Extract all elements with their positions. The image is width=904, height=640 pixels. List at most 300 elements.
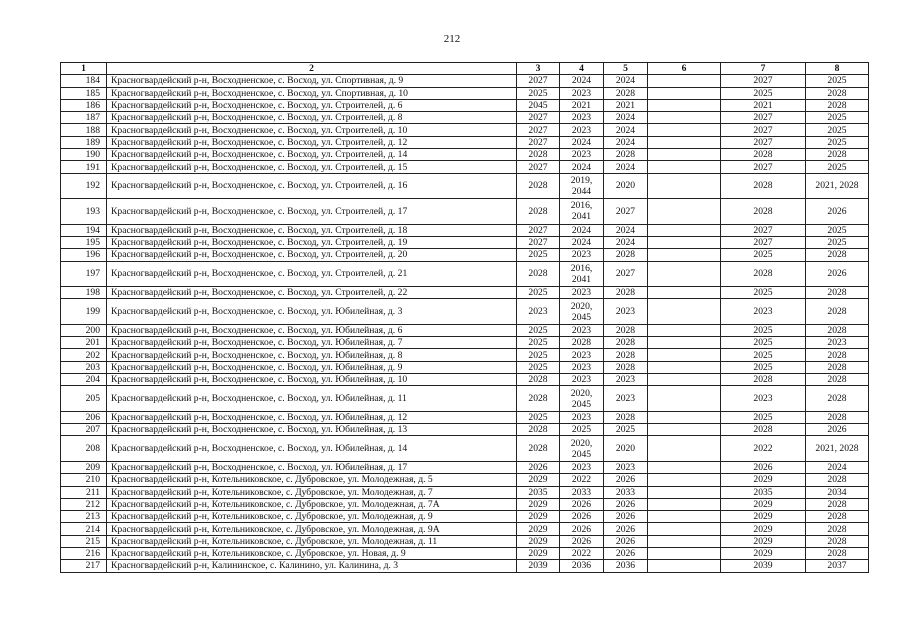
col6-cell [648, 337, 721, 349]
col5-cell: 2020 [604, 173, 648, 199]
col8-cell: 2028 [806, 498, 869, 510]
col3-cell: 2029 [517, 474, 560, 486]
row-number-cell: 196 [61, 249, 107, 261]
col5-cell: 2028 [604, 149, 648, 161]
table-row [61, 261, 869, 287]
address-cell: Красногвардейский р-н, Восходненское, с. Восход, ул. Строителей, д. 8 [107, 112, 517, 124]
col7-cell: 2029 [721, 511, 806, 523]
col8-cell: 2024 [806, 461, 869, 473]
col7-cell: 2027 [721, 236, 806, 248]
col4-cell: 2023 [560, 361, 604, 373]
col4-cell: 2024 [560, 161, 604, 173]
col8-cell: 2025 [806, 124, 869, 136]
col3-cell: 2026 [517, 461, 560, 473]
col8-cell: 2026 [806, 424, 869, 436]
col4-cell: 2023 [560, 124, 604, 136]
col3-cell: 2029 [517, 498, 560, 510]
col6-cell [648, 386, 721, 412]
col5-cell: 2028 [604, 349, 648, 361]
table-row [61, 199, 869, 225]
table-row [61, 548, 869, 560]
col3-cell: 2027 [517, 161, 560, 173]
col5-cell: 2028 [604, 337, 648, 349]
address-cell: Красногвардейский р-н, Восходненское, с. Восход, ул. Строителей, д. 18 [107, 224, 517, 236]
col3-cell: 2028 [517, 149, 560, 161]
table-row [61, 498, 869, 510]
col7-cell: 2029 [721, 498, 806, 510]
col8-cell: 2028 [806, 87, 869, 99]
table-row [61, 299, 869, 325]
col4-cell: 2022 [560, 548, 604, 560]
col8-cell: 2028 [806, 149, 869, 161]
row-number-cell: 193 [61, 199, 107, 225]
address-cell: Красногвардейский р-н, Восходненское, с. Восход, ул. Строителей, д. 15 [107, 161, 517, 173]
col6-cell [648, 236, 721, 248]
table-row [61, 511, 869, 523]
table-row [61, 136, 869, 148]
col7-cell: 2025 [721, 411, 806, 423]
column-header: 2 [107, 63, 517, 75]
col6-cell [648, 149, 721, 161]
row-number-cell: 200 [61, 324, 107, 336]
table-row [61, 224, 869, 236]
col6-cell [648, 87, 721, 99]
col8-cell: 2028 [806, 299, 869, 325]
col7-cell: 2027 [721, 112, 806, 124]
address-cell: Красногвардейский р-н, Восходненское, с. Восход, ул. Юбилейная, д. 12 [107, 411, 517, 423]
col6-cell [648, 374, 721, 386]
col4-cell: 2024 [560, 136, 604, 148]
address-cell: Красногвардейский р-н, Восходненское, с. Восход, ул. Строителей, д. 6 [107, 99, 517, 111]
row-number-cell: 201 [61, 337, 107, 349]
table-row [61, 486, 869, 498]
table-row [61, 349, 869, 361]
col4-cell: 2023 [560, 461, 604, 473]
col4-cell: 2021 [560, 99, 604, 111]
col3-cell: 2027 [517, 112, 560, 124]
col6-cell [648, 436, 721, 462]
address-cell: Красногвардейский р-н, Котельниковское, с. Дубровское, ул. Молодежная, д. 7А [107, 498, 517, 510]
col8-cell: 2028 [806, 548, 869, 560]
col5-cell: 2028 [604, 324, 648, 336]
table-row [61, 149, 869, 161]
col3-cell: 2027 [517, 236, 560, 248]
col6-cell [648, 548, 721, 560]
col6-cell [648, 136, 721, 148]
col3-cell: 2028 [517, 386, 560, 412]
address-cell: Красногвардейский р-н, Котельниковское, с. Дубровское, ул. Молодежная, д. 7 [107, 486, 517, 498]
col5-cell: 2028 [604, 411, 648, 423]
row-number-cell: 215 [61, 535, 107, 547]
address-cell: Красногвардейский р-н, Восходненское, с. Восход, ул. Спортивная, д. 10 [107, 87, 517, 99]
col3-cell: 2028 [517, 436, 560, 462]
row-number-cell: 186 [61, 99, 107, 111]
col4-cell: 2022 [560, 474, 604, 486]
table-row [61, 386, 869, 412]
address-cell: Красногвардейский р-н, Восходненское, с. Восход, ул. Строителей, д. 20 [107, 249, 517, 261]
col8-cell: 2028 [806, 324, 869, 336]
row-number-cell: 194 [61, 224, 107, 236]
table-row [61, 173, 869, 199]
col5-cell: 2028 [604, 87, 648, 99]
col8-cell: 2028 [806, 511, 869, 523]
header-row [61, 63, 869, 75]
col8-cell: 2028 [806, 374, 869, 386]
col5-cell: 2027 [604, 199, 648, 225]
col5-cell: 2026 [604, 548, 648, 560]
row-number-cell: 192 [61, 173, 107, 199]
row-number-cell: 214 [61, 523, 107, 535]
col6-cell [648, 511, 721, 523]
col4-cell: 2023 [560, 149, 604, 161]
row-number-cell: 189 [61, 136, 107, 148]
address-cell: Красногвардейский р-н, Восходненское, с. Восход, ул. Юбилейная, д. 13 [107, 424, 517, 436]
col3-cell: 2028 [517, 261, 560, 287]
col4-cell: 2023 [560, 87, 604, 99]
address-cell: Красногвардейский р-н, Восходненское, с. Восход, ул. Юбилейная, д. 10 [107, 374, 517, 386]
col7-cell: 2029 [721, 474, 806, 486]
col6-cell [648, 535, 721, 547]
col3-cell: 2023 [517, 299, 560, 325]
col6-cell [648, 261, 721, 287]
col8-cell: 2023 [806, 337, 869, 349]
col3-cell: 2025 [517, 287, 560, 299]
col5-cell: 2026 [604, 474, 648, 486]
col7-cell: 2029 [721, 548, 806, 560]
col4-cell: 2020, 2045 [560, 436, 604, 462]
row-number-cell: 199 [61, 299, 107, 325]
col6-cell [648, 361, 721, 373]
col6-cell [648, 199, 721, 225]
col4-cell: 2023 [560, 324, 604, 336]
col5-cell: 2027 [604, 261, 648, 287]
col3-cell: 2027 [517, 75, 560, 87]
column-header: 4 [560, 63, 604, 75]
col3-cell: 2039 [517, 560, 560, 572]
col6-cell [648, 287, 721, 299]
col4-cell: 2026 [560, 511, 604, 523]
table-row [61, 461, 869, 473]
table-row [61, 535, 869, 547]
row-number-cell: 217 [61, 560, 107, 572]
col8-cell: 2028 [806, 411, 869, 423]
table-row [61, 75, 869, 87]
col3-cell: 2025 [517, 349, 560, 361]
col8-cell: 2025 [806, 75, 869, 87]
col3-cell: 2027 [517, 124, 560, 136]
col6-cell [648, 461, 721, 473]
row-number-cell: 197 [61, 261, 107, 287]
address-cell: Красногвардейский р-н, Восходненское, с. Восход, ул. Юбилейная, д. 14 [107, 436, 517, 462]
col3-cell: 2025 [517, 337, 560, 349]
page-number: 212 [443, 33, 461, 45]
col5-cell: 2033 [604, 486, 648, 498]
col7-cell: 2027 [721, 75, 806, 87]
col8-cell: 2028 [806, 474, 869, 486]
row-number-cell: 191 [61, 161, 107, 173]
col3-cell: 2029 [517, 523, 560, 535]
row-number-cell: 205 [61, 386, 107, 412]
col3-cell: 2027 [517, 136, 560, 148]
col4-cell: 2023 [560, 287, 604, 299]
col6-cell [648, 75, 721, 87]
col8-cell: 2028 [806, 361, 869, 373]
col6-cell [648, 474, 721, 486]
col8-cell: 2037 [806, 560, 869, 572]
address-cell: Красногвардейский р-н, Восходненское, с. Восход, ул. Юбилейная, д. 3 [107, 299, 517, 325]
col8-cell: 2026 [806, 261, 869, 287]
col8-cell: 2025 [806, 224, 869, 236]
row-number-cell: 190 [61, 149, 107, 161]
col6-cell [648, 224, 721, 236]
column-header: 5 [604, 63, 648, 75]
col3-cell: 2028 [517, 199, 560, 225]
col7-cell: 2039 [721, 560, 806, 572]
col5-cell: 2026 [604, 498, 648, 510]
address-cell: Красногвардейский р-н, Восходненское, с. Восход, ул. Строителей, д. 10 [107, 124, 517, 136]
housing-table [60, 62, 869, 573]
col5-cell: 2024 [604, 112, 648, 124]
col7-cell: 2025 [721, 249, 806, 261]
address-cell: Красногвардейский р-н, Котельниковское, с. Дубровское, ул. Молодежная, д. 9А [107, 523, 517, 535]
col4-cell: 2020, 2045 [560, 299, 604, 325]
col5-cell: 2024 [604, 236, 648, 248]
col3-cell: 2025 [517, 324, 560, 336]
col3-cell: 2028 [517, 424, 560, 436]
column-header: 3 [517, 63, 560, 75]
address-cell: Красногвардейский р-н, Восходненское, с. Восход, ул. Строителей, д. 14 [107, 149, 517, 161]
col7-cell: 2025 [721, 324, 806, 336]
address-cell: Красногвардейский р-н, Котельниковское, с. Дубровское, ул. Новая, д. 9 [107, 548, 517, 560]
col8-cell: 2025 [806, 161, 869, 173]
col5-cell: 2024 [604, 136, 648, 148]
table-row [61, 236, 869, 248]
col7-cell: 2027 [721, 124, 806, 136]
col4-cell: 2024 [560, 236, 604, 248]
col5-cell: 2024 [604, 75, 648, 87]
col7-cell: 2025 [721, 349, 806, 361]
col7-cell: 2028 [721, 149, 806, 161]
address-cell: Красногвардейский р-н, Котельниковское, с. Дубровское, ул. Молодежная, д. 11 [107, 535, 517, 547]
col7-cell: 2035 [721, 486, 806, 498]
col4-cell: 2023 [560, 249, 604, 261]
column-header: 1 [61, 63, 107, 75]
col5-cell: 2026 [604, 511, 648, 523]
col4-cell: 2023 [560, 374, 604, 386]
col6-cell [648, 324, 721, 336]
address-cell: Красногвардейский р-н, Восходненское, с. Восход, ул. Строителей, д. 16 [107, 173, 517, 199]
col3-cell: 2029 [517, 535, 560, 547]
address-cell: Красногвардейский р-н, Восходненское, с. Восход, ул. Строителей, д. 22 [107, 287, 517, 299]
col4-cell: 2033 [560, 486, 604, 498]
address-cell: Красногвардейский р-н, Восходненское, с. Восход, ул. Строителей, д. 21 [107, 261, 517, 287]
col5-cell: 2020 [604, 436, 648, 462]
col6-cell [648, 411, 721, 423]
col3-cell: 2028 [517, 374, 560, 386]
col7-cell: 2025 [721, 87, 806, 99]
col7-cell: 2025 [721, 287, 806, 299]
address-cell: Красногвардейский р-н, Восходненское, с. Восход, ул. Юбилейная, д. 17 [107, 461, 517, 473]
col6-cell [648, 112, 721, 124]
col6-cell [648, 486, 721, 498]
row-number-cell: 211 [61, 486, 107, 498]
col6-cell [648, 161, 721, 173]
col4-cell: 2023 [560, 411, 604, 423]
col5-cell: 2026 [604, 523, 648, 535]
col8-cell: 2021, 2028 [806, 173, 869, 199]
col7-cell: 2028 [721, 261, 806, 287]
col4-cell: 2026 [560, 523, 604, 535]
table-row [61, 411, 869, 423]
table-row [61, 560, 869, 572]
address-cell: Красногвардейский р-н, Восходненское, с. Восход, ул. Юбилейная, д. 6 [107, 324, 517, 336]
column-header: 6 [648, 63, 721, 75]
col8-cell: 2021, 2028 [806, 436, 869, 462]
col5-cell: 2021 [604, 99, 648, 111]
row-number-cell: 206 [61, 411, 107, 423]
col8-cell: 2028 [806, 99, 869, 111]
col5-cell: 2024 [604, 161, 648, 173]
col6-cell [648, 560, 721, 572]
col8-cell: 2025 [806, 236, 869, 248]
address-cell: Красногвардейский р-н, Котельниковское, с. Дубровское, ул. Молодежная, д. 5 [107, 474, 517, 486]
row-number-cell: 198 [61, 287, 107, 299]
table-row [61, 474, 869, 486]
row-number-cell: 208 [61, 436, 107, 462]
row-number-cell: 212 [61, 498, 107, 510]
table-row [61, 436, 869, 462]
col5-cell: 2023 [604, 461, 648, 473]
col4-cell: 2016, 2041 [560, 261, 604, 287]
col8-cell: 2025 [806, 136, 869, 148]
col5-cell: 2023 [604, 386, 648, 412]
col7-cell: 2027 [721, 136, 806, 148]
col5-cell: 2023 [604, 374, 648, 386]
col6-cell [648, 249, 721, 261]
col8-cell: 2028 [806, 535, 869, 547]
column-header: 8 [806, 63, 869, 75]
col7-cell: 2028 [721, 374, 806, 386]
col4-cell: 2019, 2044 [560, 173, 604, 199]
table-row [61, 99, 869, 111]
col4-cell: 2023 [560, 112, 604, 124]
col7-cell: 2025 [721, 337, 806, 349]
col7-cell: 2023 [721, 299, 806, 325]
col3-cell: 2029 [517, 511, 560, 523]
col3-cell: 2045 [517, 99, 560, 111]
column-header: 7 [721, 63, 806, 75]
col4-cell: 2023 [560, 349, 604, 361]
col3-cell: 2025 [517, 411, 560, 423]
col6-cell [648, 349, 721, 361]
col3-cell: 2029 [517, 548, 560, 560]
row-number-cell: 195 [61, 236, 107, 248]
col5-cell: 2028 [604, 249, 648, 261]
col7-cell: 2022 [721, 436, 806, 462]
col6-cell [648, 424, 721, 436]
row-number-cell: 184 [61, 75, 107, 87]
address-cell: Красногвардейский р-н, Восходненское, с. Восход, ул. Юбилейная, д. 8 [107, 349, 517, 361]
col8-cell: 2025 [806, 112, 869, 124]
col5-cell: 2036 [604, 560, 648, 572]
row-number-cell: 210 [61, 474, 107, 486]
col7-cell: 2029 [721, 535, 806, 547]
table-row [61, 374, 869, 386]
col6-cell [648, 498, 721, 510]
col3-cell: 2025 [517, 87, 560, 99]
address-cell: Красногвардейский р-н, Восходненское, с. Восход, ул. Юбилейная, д. 9 [107, 361, 517, 373]
col7-cell: 2026 [721, 461, 806, 473]
col5-cell: 2023 [604, 299, 648, 325]
col6-cell [648, 523, 721, 535]
col7-cell: 2029 [721, 523, 806, 535]
col7-cell: 2028 [721, 199, 806, 225]
table-row [61, 287, 869, 299]
col7-cell: 2025 [721, 361, 806, 373]
col8-cell: 2028 [806, 523, 869, 535]
col4-cell: 2026 [560, 498, 604, 510]
col6-cell [648, 299, 721, 325]
table-row [61, 87, 869, 99]
address-cell: Красногвардейский р-н, Восходненское, с. Восход, ул. Юбилейная, д. 11 [107, 386, 517, 412]
col6-cell [648, 124, 721, 136]
address-cell: Красногвардейский р-н, Котельниковское, с. Дубровское, ул. Молодежная, д. 9 [107, 511, 517, 523]
col4-cell: 2020, 2045 [560, 386, 604, 412]
table-row [61, 124, 869, 136]
table-row [61, 161, 869, 173]
col4-cell: 2024 [560, 75, 604, 87]
row-number-cell: 187 [61, 112, 107, 124]
col3-cell: 2025 [517, 249, 560, 261]
row-number-cell: 203 [61, 361, 107, 373]
row-number-cell: 202 [61, 349, 107, 361]
col3-cell: 2035 [517, 486, 560, 498]
address-cell: Красногвардейский р-н, Восходненское, с. Восход, ул. Спортивная, д. 9 [107, 75, 517, 87]
col6-cell [648, 99, 721, 111]
address-cell: Красногвардейский р-н, Восходненское, с. Восход, ул. Строителей, д. 19 [107, 236, 517, 248]
col5-cell: 2026 [604, 535, 648, 547]
col4-cell: 2024 [560, 224, 604, 236]
address-cell: Красногвардейский р-н, Восходненское, с. Восход, ул. Юбилейная, д. 7 [107, 337, 517, 349]
col5-cell: 2028 [604, 287, 648, 299]
col4-cell: 2025 [560, 424, 604, 436]
table-row [61, 337, 869, 349]
row-number-cell: 216 [61, 548, 107, 560]
table-row [61, 324, 869, 336]
col3-cell: 2027 [517, 224, 560, 236]
row-number-cell: 213 [61, 511, 107, 523]
col6-cell [648, 173, 721, 199]
table-row [61, 523, 869, 535]
col8-cell: 2028 [806, 287, 869, 299]
col7-cell: 2021 [721, 99, 806, 111]
col4-cell: 2036 [560, 560, 604, 572]
address-cell: Красногвардейский р-н, Калининское, с. Калинино, ул. Калинина, д. 3 [107, 560, 517, 572]
col3-cell: 2025 [517, 361, 560, 373]
col4-cell: 2028 [560, 337, 604, 349]
col4-cell: 2016, 2041 [560, 199, 604, 225]
row-number-cell: 185 [61, 87, 107, 99]
col8-cell: 2028 [806, 249, 869, 261]
table-row [61, 424, 869, 436]
col7-cell: 2027 [721, 161, 806, 173]
col8-cell: 2028 [806, 349, 869, 361]
col3-cell: 2028 [517, 173, 560, 199]
col7-cell: 2027 [721, 224, 806, 236]
table-row [61, 361, 869, 373]
col5-cell: 2028 [604, 361, 648, 373]
col5-cell: 2024 [604, 124, 648, 136]
